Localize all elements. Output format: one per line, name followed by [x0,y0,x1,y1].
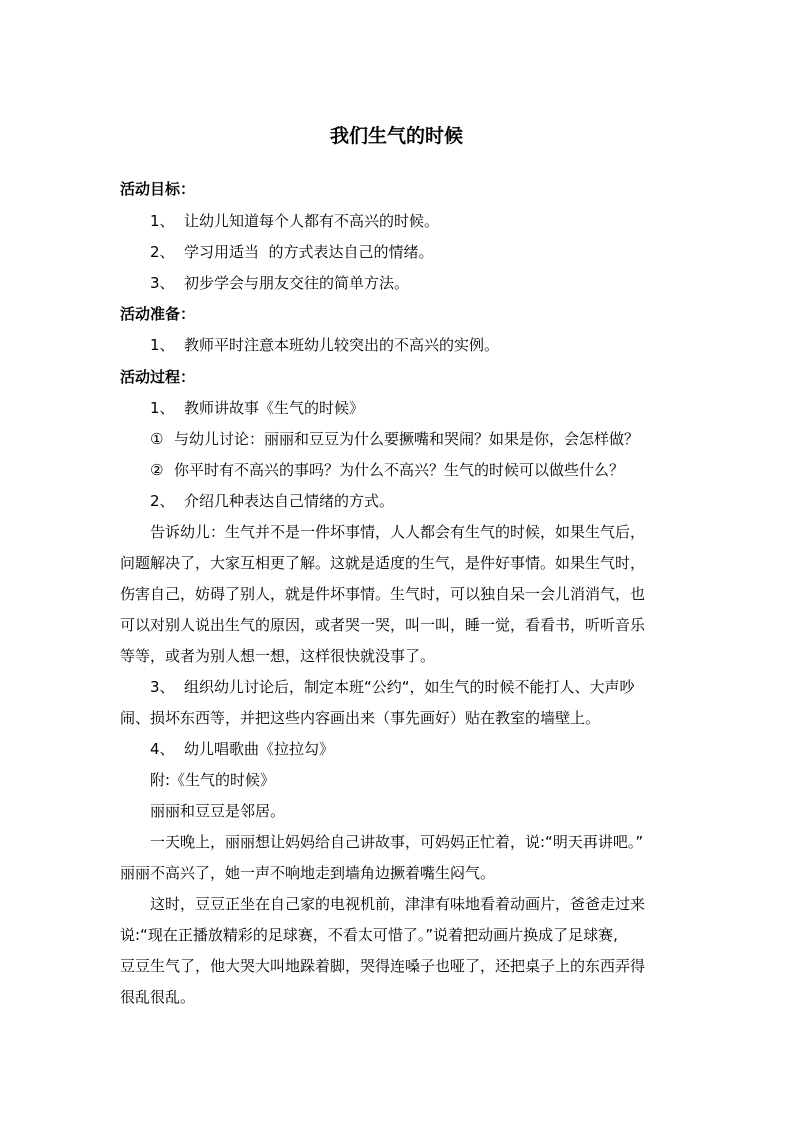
prep-item-1-number: 1、 [150,336,175,354]
story-line-5: 说:“现在正播放精彩的足球赛，不看太可惜了。”说着把动画片换成了足球赛, [120,926,618,944]
prep-item-1-text: 教师平时注意本班幼儿较突出的不高兴的实例。 [184,336,500,354]
goal-item-1-number: 1、 [150,212,175,230]
process-step-3-number: 3、 [150,678,175,696]
story-line-2: 一天晚上，丽丽想让妈妈给自己讲故事，可妈妈正忙着，说:“明天再讲吧。” [150,833,644,851]
goal-item-1-text: 让幼儿知道每个人都有不高兴的时候。 [184,212,440,230]
question-2 [150,459,624,481]
question-1-text: 与幼儿讨论：丽丽和豆豆为什么要撅嘴和哭闹？如果是你，会怎样做？ [174,430,640,448]
process-step-4-number: 4、 [150,740,175,758]
process-step-3-continued: 闹、损坏东西等，并把这些内容画出来（事先画好）贴在教室的墙壁上。 [120,709,601,727]
process-step-2-number: 2、 [150,492,175,510]
goal-item-2-number: 2、 [150,243,175,261]
prep-item-1 [150,334,499,356]
process-heading: 活动过程： [120,368,196,386]
story-line-4: 这时，豆豆正坐在自己家的电视机前，津津有味地看着动画片，爸爸走过来 [150,895,646,913]
process-step-2 [150,490,394,512]
question-2-text: 你平时有不高兴的事吗？为什么不高兴？生气的时候可以做些什么？ [174,461,625,479]
process-step-1 [150,397,364,419]
appendix-title: 附:《生气的时候》 [150,771,276,789]
process-step-3-text: 组织幼儿讨论后，制定本班“公约“，如生气的时候不能打人、大声吵 [184,678,635,696]
paragraph-line-3: 伤害自己，妨碍了别人，就是件坏事情。生气时，可以独自呆一会儿消消气，也 [120,585,646,603]
goal-item-2 [150,241,434,263]
paragraph-line-4: 可以对别人说出生气的原因，或者哭一哭，叫一叫，睡一觉，看看书，听听音乐 [120,616,646,634]
story-line-6: 豆豆生气了，他大哭大叫地跺着脚，哭得连嗓子也哑了，还把桌子上的东西弄得 [120,957,646,975]
paragraph-line-2: 问题解决了，大家互相更了解。这就是适度的生气，是件好事情。如果生气时， [120,554,646,572]
goal-item-1 [150,210,439,232]
question-2-marker: ② [150,461,164,479]
goal-item-3 [150,272,409,294]
paragraph-line-1: 告诉幼儿：生气并不是一件坏事情，人人都会有生气的时候，如果生气后， [150,523,646,541]
process-step-3 [150,676,635,698]
process-step-2-text: 介绍几种表达自己情绪的方式。 [184,492,395,510]
process-step-1-text: 教师讲故事《生气的时候》 [184,399,365,417]
goals-heading: 活动目标： [120,180,196,198]
paragraph-line-5: 等等，或者为别人想一想，这样很快就没事了。 [120,647,436,665]
story-line-3: 丽丽不高兴了，她一声不响地走到墙角边撅着嘴生闷气。 [120,864,496,882]
goal-item-3-number: 3、 [150,274,175,292]
goal-item-3-text: 初步学会与朋友交往的简单方法。 [184,274,410,292]
process-step-4 [150,738,334,760]
question-1 [150,428,639,450]
process-step-1-number: 1、 [150,399,175,417]
question-1-marker: ① [150,430,164,448]
process-step-4-text: 幼儿唱歌曲《拉拉勾》 [184,740,335,758]
goal-item-2-text: 学习用适当 的方式表达自己的情绪。 [184,243,434,261]
document-title: 我们生气的时候 [329,125,463,147]
prep-heading: 活动准备： [120,305,196,323]
story-line-7: 很乱很乱。 [120,988,196,1006]
story-line-1: 丽丽和豆豆是邻居。 [150,802,286,820]
